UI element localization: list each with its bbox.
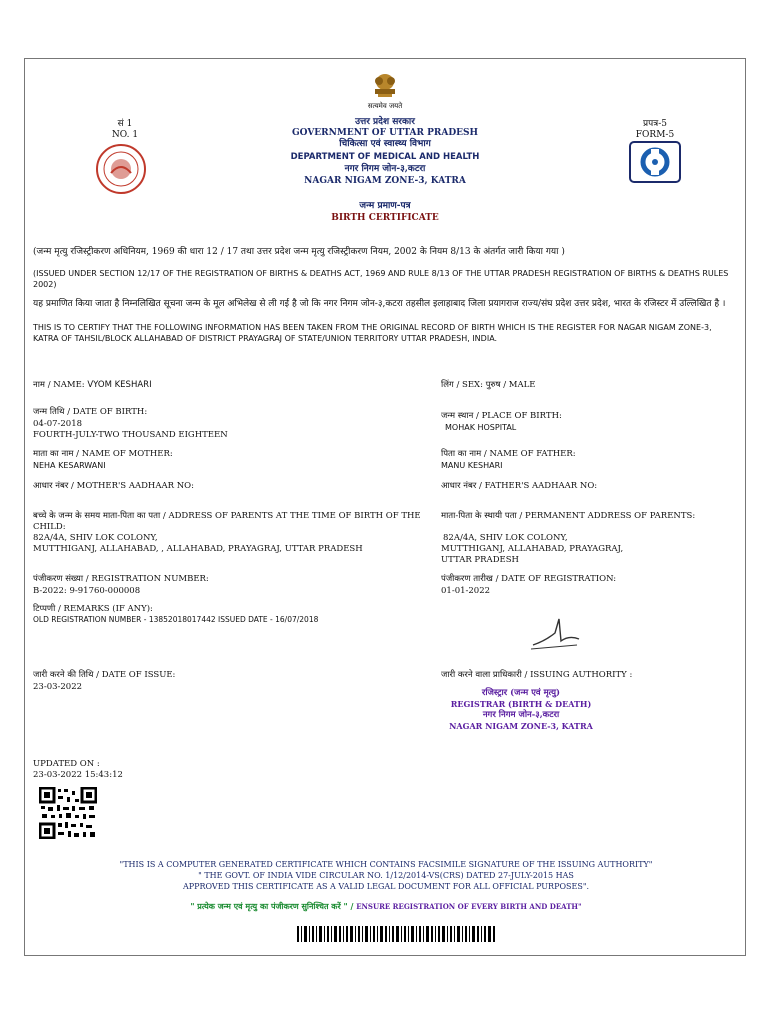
- remarks-field: [33, 604, 433, 615]
- perm-address-line-1: 82A/4A, SHIV LOK COLONY,: [443, 533, 568, 543]
- slogan-english: ENSURE REGISTRATION OF EVERY BIRTH AND DEATH": [356, 902, 582, 911]
- father-label: / NAME OF FATHER:: [483, 449, 576, 459]
- father-aadhaar-field: [441, 481, 741, 492]
- pob-label-hindi: जन्म स्थान: [441, 411, 474, 421]
- name-value: VYOM KESHARI: [87, 380, 152, 390]
- form-number: FORM-5: [635, 130, 675, 140]
- perm-address-label-hindi: माता-पिता के स्थायी पता: [441, 511, 517, 521]
- zone-name: NAGAR NIGAM ZONE-3, KATRA: [304, 176, 466, 186]
- father-value: MANU KESHARI: [441, 461, 503, 470]
- mother-label: / NAME OF MOTHER:: [76, 449, 173, 459]
- authority-line-2: REGISTRAR (BIRTH & DEATH): [450, 699, 592, 709]
- father-label-hindi: पिता का नाम: [441, 449, 482, 459]
- department-name: DEPARTMENT OF MEDICAL AND HEALTH: [290, 152, 480, 162]
- name-field: [33, 380, 433, 391]
- dob-value: 04-07-2018: [33, 419, 83, 429]
- reg-number-label-hindi: पंजीकरण संख्या: [33, 574, 84, 584]
- authority-line-4: NAGAR NIGAM ZONE-3, KATRA: [449, 721, 593, 731]
- up-govt-seal-icon: [95, 143, 147, 195]
- name-label-hindi: नाम: [33, 380, 46, 390]
- reg-number-label: / REGISTRATION NUMBER:: [85, 574, 209, 584]
- mother-field: [33, 449, 433, 460]
- authority-line-3: नगर निगम जोन-३,कटरा: [482, 710, 560, 720]
- sex-value: पुरुष / MALE: [485, 380, 536, 390]
- updated-value: 23-03-2022 15:43:12: [33, 770, 123, 780]
- father-field: [441, 449, 741, 460]
- serial-hindi: सं 1: [117, 119, 133, 129]
- father-aadhaar-label-hindi: आधार नंबर: [441, 481, 477, 491]
- signature-icon: [525, 615, 585, 653]
- footer-line-3: APPROVED THIS CERTIFICATE AS A VALID LEGAL DOCUMENT FOR ALL OFFICIAL PURPOSES".: [182, 882, 590, 891]
- emblem-icon: [363, 73, 407, 103]
- remarks-label: / REMARKS (IF ANY):: [57, 604, 153, 614]
- crs-logo-icon: [629, 141, 681, 183]
- perm-address-line-3: UTTAR PRADESH: [441, 555, 519, 565]
- dob-label-hindi: जन्म तिथि: [33, 407, 65, 417]
- address-line-1: 82A/4A, SHIV LOK COLONY,: [33, 533, 158, 543]
- dob-in-words: FOURTH-JULY-TWO THOUSAND EIGHTEEN: [33, 430, 228, 440]
- footer-line-2: " THE GOVT. OF INDIA VIDE CIRCULAR NO. 1/12/2014-VS(CRS) DATED 27-JULY-2015 HAS: [198, 871, 574, 880]
- slogan-hindi: " प्रत्येक जन्म एवं मृत्यु का पंजीकरण सुनिश्चित करें ": [190, 901, 348, 911]
- remarks-value: OLD REGISTRATION NUMBER - 13852018017442 ISSUED DATE - 16/07/2018: [33, 615, 319, 624]
- sex-label: / SEX:: [456, 380, 483, 390]
- address-label-hindi: बच्चे के जन्म के समय माता-पिता का पता: [33, 511, 161, 521]
- footer-line-1: "THIS IS A COMPUTER GENERATED CERTIFICATE WHICH CONTAINS FACSIMILE SIGNATURE OF THE ISSUING AUTHORITY": [119, 860, 653, 869]
- issue-date-label: / DATE OF ISSUE:: [96, 670, 176, 680]
- barcode-icon: [297, 926, 497, 942]
- sex-field: [441, 380, 741, 391]
- serial-number: NO. 1: [111, 130, 139, 140]
- issue-date-field: [33, 670, 433, 681]
- pob-label: / PLACE OF BIRTH:: [476, 411, 562, 421]
- issued-under-hindi: (जन्म मृत्यु रजिस्ट्रीकरण अधिनियम, 1969 की धारा 12 / 17 तथा उत्तर प्रदेश जन्म मृत्यु रजिस्ट्रीकरण नियम, 2002 के नियम 8/13 के अंतर्गत जारी किया गया ): [33, 247, 565, 257]
- updated-label: UPDATED ON :: [33, 759, 100, 769]
- remarks-label-hindi: टिप्पणी: [33, 604, 56, 614]
- issue-date-label-hindi: जारी करने की तिथि: [33, 670, 94, 680]
- authority-line-1: रजिस्ट्रार (जन्म एवं मृत्यु): [481, 688, 561, 698]
- govt-name-hindi: उत्तर प्रदेश सरकार: [355, 117, 415, 127]
- reg-date-field: [441, 574, 741, 585]
- reg-date-value: 01-01-2022: [441, 586, 491, 596]
- slogan-separator: /: [350, 901, 354, 911]
- perm-address-label: / PERMANENT ADDRESS OF PARENTS:: [519, 511, 696, 521]
- father-aadhaar-label: / FATHER'S AADHAAR NO:: [479, 481, 598, 491]
- dob-field: [33, 407, 433, 418]
- pob-field: [441, 411, 741, 422]
- reg-date-label: / DATE OF REGISTRATION:: [495, 574, 617, 584]
- issued-under: (ISSUED UNDER SECTION 12/17 OF THE REGISTRATION OF BIRTHS & DEATHS ACT, 1969 AND RULE 8/13 OF THE UTTAR PRADESH REGISTRATION OF BIRTHS & DEATHS RULES 2002): [33, 269, 729, 289]
- sex-label-hindi: लिंग: [441, 380, 454, 390]
- certificate-title-hindi: जन्म प्रमाण-पत्र: [359, 201, 411, 211]
- department-hindi: चिकित्सा एवं स्वास्थ्य विभाग: [339, 139, 431, 149]
- certify-hindi: यह प्रमाणित किया जाता है निम्नलिखित सूचना जन्म के मूल अभिलेख से ली गई है जो कि नगर निगम जोन-३,कटरा तहसील इलाहाबाद जिला प्रयागराज राज्य/संघ प्रदेश उत्तर प्रदेश, भारत के रजिस्टर में उल्लिखित है ।: [33, 299, 726, 309]
- mother-aadhaar-field: [33, 481, 433, 492]
- certify-statement: THIS IS TO CERTIFY THAT THE FOLLOWING INFORMATION HAS BEEN TAKEN FROM THE ORIGINAL RECORD OF BIRTH WHICH IS THE REGISTER FOR NAGAR NIGAM ZONE-3, KATRA OF TAHSIL/BLOCK ALLAHABAD OF DISTRICT PRAYAGRAJ OF STATE/UNION TERRITORY UTTAR PRADESH, INDIA.: [33, 323, 712, 343]
- mother-value: NEHA KESARWANI: [33, 461, 106, 470]
- perm-address-line-2: MUTTHIGANJ, ALLAHABAD, PRAYAGRAJ,: [441, 544, 624, 554]
- address-line-2: MUTTHIGANJ, ALLAHABAD, , ALLAHABAD, PRAYAGRAJ, UTTAR PRADESH: [33, 544, 363, 554]
- address-label: / ADDRESS OF PARENTS AT THE TIME OF BIRTH OF THE CHILD:: [33, 511, 421, 532]
- pob-value: MOHAK HOSPITAL: [445, 423, 517, 432]
- name-label: / NAME:: [47, 380, 85, 390]
- dob-label: / DATE OF BIRTH:: [67, 407, 148, 417]
- permanent-address-field: [441, 511, 741, 522]
- reg-date-label-hindi: पंजीकरण तारीख: [441, 574, 493, 584]
- qr-code-icon: [39, 787, 97, 839]
- authority-label-hindi: जारी करने वाला प्राधिकारी: [441, 670, 522, 680]
- mother-aadhaar-label-hindi: आधार नंबर: [33, 481, 69, 491]
- authority-label: / ISSUING AUTHORITY :: [524, 670, 633, 680]
- address-field: [33, 511, 433, 532]
- govt-name: GOVERNMENT OF UTTAR PRADESH: [291, 128, 479, 138]
- zone-hindi: नगर निगम जोन-३,कटरा: [344, 164, 426, 174]
- mother-label-hindi: माता का नाम: [33, 449, 74, 459]
- emblem-caption: सत्यमेव जयते: [367, 102, 403, 110]
- issuing-authority-field: [441, 670, 741, 681]
- certificate-page: [24, 58, 746, 956]
- reg-number-value: B-2022: 9-91760-000008: [33, 586, 141, 596]
- slogan: [45, 901, 727, 913]
- certificate-title: BIRTH CERTIFICATE: [331, 213, 439, 223]
- issue-date-value: 23-03-2022: [33, 682, 83, 692]
- form-hindi: प्रपत्र-5: [643, 119, 667, 129]
- reg-number-field: [33, 574, 433, 585]
- mother-aadhaar-label: / MOTHER'S AADHAAR NO:: [71, 481, 194, 491]
